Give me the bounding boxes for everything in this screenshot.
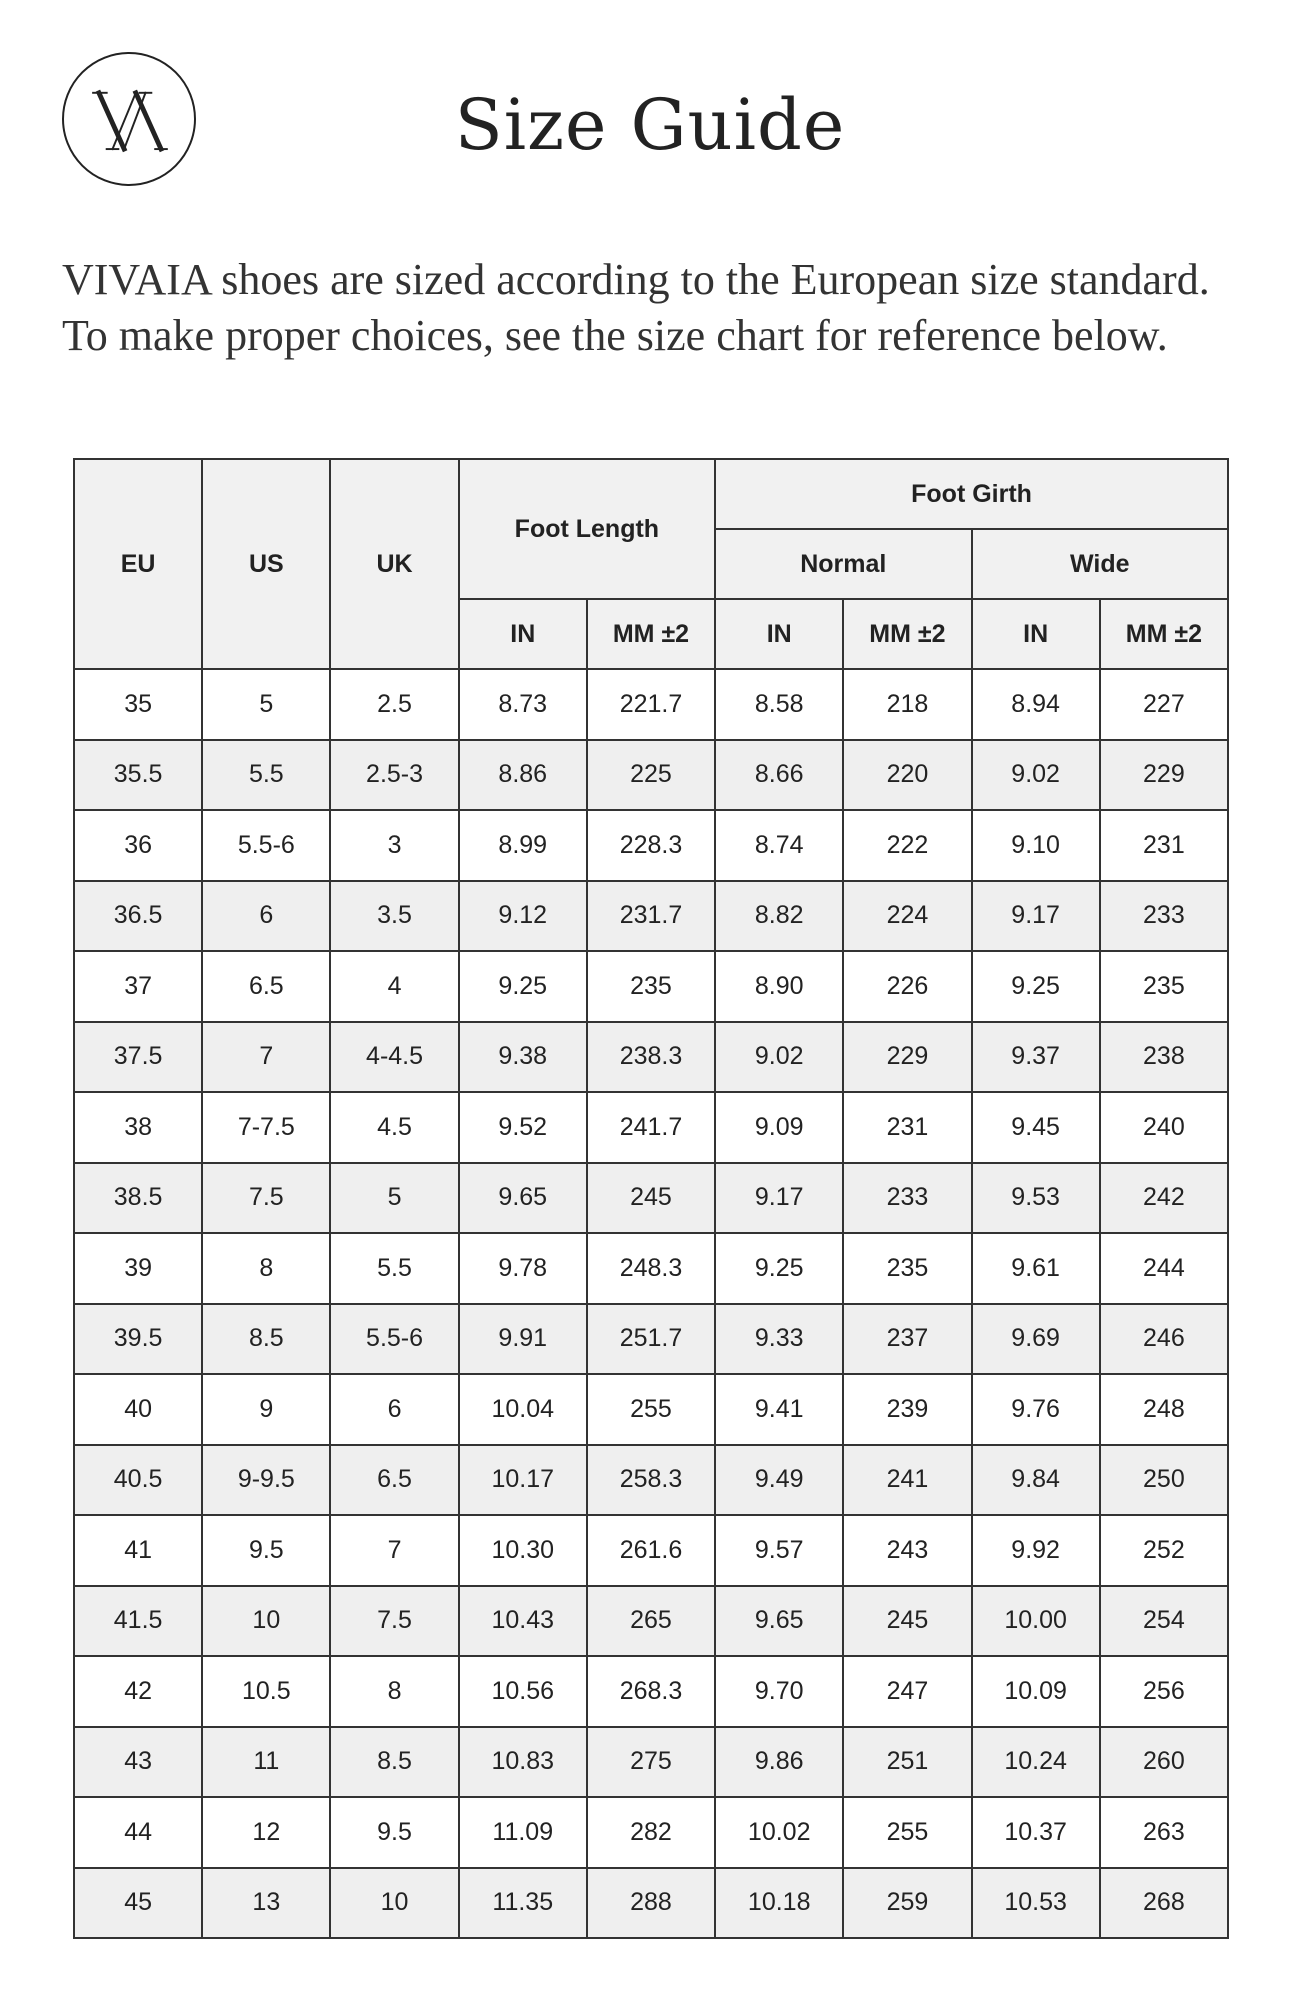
- cell-length-mm: 225: [587, 740, 715, 811]
- cell-us: 5.5: [202, 740, 330, 811]
- table-header: [74, 459, 1228, 669]
- cell-uk: 10: [330, 1868, 458, 1939]
- cell-wide-mm: 231: [1100, 810, 1228, 881]
- cell-us: 9: [202, 1374, 330, 1445]
- cell-us: 13: [202, 1868, 330, 1939]
- cell-length-in: 8.86: [459, 740, 587, 811]
- intro-text: [62, 252, 1262, 364]
- cell-normal-in: 9.70: [715, 1656, 843, 1727]
- size-chart-table: [73, 458, 1229, 1939]
- cell-normal-mm: 231: [843, 1092, 971, 1163]
- cell-normal-in: 9.17: [715, 1163, 843, 1234]
- cell-length-in: 9.38: [459, 1022, 587, 1093]
- header-length-mm: MM ±2: [587, 599, 715, 669]
- cell-length-mm: 251.7: [587, 1304, 715, 1375]
- cell-normal-in: 8.74: [715, 810, 843, 881]
- cell-wide-mm: 244: [1100, 1233, 1228, 1304]
- table-row: [74, 881, 1228, 952]
- cell-us: 5: [202, 669, 330, 740]
- cell-wide-mm: 250: [1100, 1445, 1228, 1516]
- cell-uk: 2.5: [330, 669, 458, 740]
- cell-normal-in: 8.82: [715, 881, 843, 952]
- cell-uk: 3.5: [330, 881, 458, 952]
- cell-length-mm: 228.3: [587, 810, 715, 881]
- table-row: [74, 1797, 1228, 1868]
- cell-length-mm: 221.7: [587, 669, 715, 740]
- cell-uk: 6: [330, 1374, 458, 1445]
- cell-uk: 3: [330, 810, 458, 881]
- table-row: [74, 1092, 1228, 1163]
- cell-us: 9.5: [202, 1515, 330, 1586]
- cell-uk: 4.5: [330, 1092, 458, 1163]
- cell-uk: 5.5-6: [330, 1304, 458, 1375]
- cell-wide-in: 10.24: [972, 1727, 1100, 1798]
- table-row: [74, 810, 1228, 881]
- cell-length-in: 9.65: [459, 1163, 587, 1234]
- cell-length-in: 10.43: [459, 1586, 587, 1657]
- cell-uk: 5.5: [330, 1233, 458, 1304]
- cell-uk: 4-4.5: [330, 1022, 458, 1093]
- cell-normal-mm: 226: [843, 951, 971, 1022]
- cell-eu: 44: [74, 1797, 202, 1868]
- cell-eu: 38.5: [74, 1163, 202, 1234]
- cell-uk: 7: [330, 1515, 458, 1586]
- cell-uk: 7.5: [330, 1586, 458, 1657]
- cell-length-mm: 248.3: [587, 1233, 715, 1304]
- cell-eu: 35.5: [74, 740, 202, 811]
- cell-eu: 39.5: [74, 1304, 202, 1375]
- cell-normal-in: 9.41: [715, 1374, 843, 1445]
- cell-length-in: 9.52: [459, 1092, 587, 1163]
- cell-wide-in: 9.61: [972, 1233, 1100, 1304]
- cell-normal-mm: 245: [843, 1586, 971, 1657]
- cell-wide-in: 10.09: [972, 1656, 1100, 1727]
- cell-length-in: 8.73: [459, 669, 587, 740]
- cell-wide-in: 9.37: [972, 1022, 1100, 1093]
- cell-wide-in: 9.84: [972, 1445, 1100, 1516]
- cell-wide-in: 9.17: [972, 881, 1100, 952]
- header-foot-length: Foot Length: [459, 459, 715, 599]
- table-row: [74, 1374, 1228, 1445]
- cell-wide-mm: 248: [1100, 1374, 1228, 1445]
- table-row: [74, 1656, 1228, 1727]
- cell-eu: 41.5: [74, 1586, 202, 1657]
- cell-uk: 9.5: [330, 1797, 458, 1868]
- cell-eu: 36.5: [74, 881, 202, 952]
- cell-normal-in: 9.86: [715, 1727, 843, 1798]
- vivaia-logo-icon: [62, 52, 196, 186]
- cell-length-mm: 268.3: [587, 1656, 715, 1727]
- cell-normal-mm: 220: [843, 740, 971, 811]
- table-row: [74, 1727, 1228, 1798]
- cell-normal-in: 9.09: [715, 1092, 843, 1163]
- cell-wide-in: 9.76: [972, 1374, 1100, 1445]
- page-title: Size Guide: [454, 84, 846, 166]
- cell-us: 7.5: [202, 1163, 330, 1234]
- intro-line-1: VIVAIA shoes are sized according to the European size standard.: [62, 255, 1210, 304]
- cell-uk: 4: [330, 951, 458, 1022]
- cell-length-mm: 275: [587, 1727, 715, 1798]
- cell-wide-in: 10.00: [972, 1586, 1100, 1657]
- cell-eu: 43: [74, 1727, 202, 1798]
- cell-length-mm: 231.7: [587, 881, 715, 952]
- cell-normal-in: 9.65: [715, 1586, 843, 1657]
- cell-wide-mm: 254: [1100, 1586, 1228, 1657]
- cell-us: 12: [202, 1797, 330, 1868]
- header-uk: UK: [330, 459, 458, 669]
- cell-uk: 5: [330, 1163, 458, 1234]
- cell-eu: 40.5: [74, 1445, 202, 1516]
- cell-uk: 8.5: [330, 1727, 458, 1798]
- cell-normal-mm: 222: [843, 810, 971, 881]
- cell-wide-mm: 260: [1100, 1727, 1228, 1798]
- cell-uk: 6.5: [330, 1445, 458, 1516]
- cell-normal-mm: 229: [843, 1022, 971, 1093]
- cell-length-in: 9.25: [459, 951, 587, 1022]
- cell-wide-mm: 263: [1100, 1797, 1228, 1868]
- cell-us: 7-7.5: [202, 1092, 330, 1163]
- cell-length-mm: 235: [587, 951, 715, 1022]
- cell-normal-in: 8.58: [715, 669, 843, 740]
- cell-wide-in: 9.10: [972, 810, 1100, 881]
- table-row: [74, 1868, 1228, 1939]
- table-row: [74, 669, 1228, 740]
- header-us: US: [202, 459, 330, 669]
- cell-wide-mm: 235: [1100, 951, 1228, 1022]
- cell-length-mm: 255: [587, 1374, 715, 1445]
- table-body: [74, 669, 1228, 1938]
- cell-us: 7: [202, 1022, 330, 1093]
- table-row: [74, 740, 1228, 811]
- cell-normal-in: 9.25: [715, 1233, 843, 1304]
- cell-wide-mm: 268: [1100, 1868, 1228, 1939]
- cell-wide-mm: 242: [1100, 1163, 1228, 1234]
- cell-length-in: 11.35: [459, 1868, 587, 1939]
- cell-wide-mm: 229: [1100, 740, 1228, 811]
- cell-normal-mm: 259: [843, 1868, 971, 1939]
- cell-length-mm: 245: [587, 1163, 715, 1234]
- table-row: [74, 1233, 1228, 1304]
- cell-length-in: 10.83: [459, 1727, 587, 1798]
- cell-us: 8: [202, 1233, 330, 1304]
- cell-normal-mm: 255: [843, 1797, 971, 1868]
- cell-wide-mm: 227: [1100, 669, 1228, 740]
- header-wide-in: IN: [972, 599, 1100, 669]
- table-row: [74, 1163, 1228, 1234]
- table-row: [74, 1022, 1228, 1093]
- cell-normal-in: 8.66: [715, 740, 843, 811]
- cell-normal-mm: 243: [843, 1515, 971, 1586]
- cell-normal-in: 8.90: [715, 951, 843, 1022]
- cell-normal-mm: 224: [843, 881, 971, 952]
- cell-length-in: 11.09: [459, 1797, 587, 1868]
- cell-eu: 38: [74, 1092, 202, 1163]
- cell-length-mm: 258.3: [587, 1445, 715, 1516]
- cell-us: 10: [202, 1586, 330, 1657]
- cell-length-mm: 282: [587, 1797, 715, 1868]
- cell-eu: 45: [74, 1868, 202, 1939]
- cell-length-mm: 261.6: [587, 1515, 715, 1586]
- cell-eu: 41: [74, 1515, 202, 1586]
- table-row: [74, 1515, 1228, 1586]
- cell-us: 6: [202, 881, 330, 952]
- cell-wide-in: 8.94: [972, 669, 1100, 740]
- table-row: [74, 1304, 1228, 1375]
- cell-length-in: 10.56: [459, 1656, 587, 1727]
- header-foot-girth: Foot Girth: [715, 459, 1228, 529]
- cell-us: 11: [202, 1727, 330, 1798]
- cell-normal-in: 10.18: [715, 1868, 843, 1939]
- cell-wide-mm: 233: [1100, 881, 1228, 952]
- cell-length-mm: 238.3: [587, 1022, 715, 1093]
- header-wide-mm: MM ±2: [1100, 599, 1228, 669]
- cell-length-in: 10.30: [459, 1515, 587, 1586]
- cell-normal-mm: 239: [843, 1374, 971, 1445]
- cell-length-mm: 288: [587, 1868, 715, 1939]
- cell-eu: 40: [74, 1374, 202, 1445]
- cell-wide-mm: 252: [1100, 1515, 1228, 1586]
- cell-eu: 39: [74, 1233, 202, 1304]
- cell-wide-in: 9.92: [972, 1515, 1100, 1586]
- cell-length-mm: 241.7: [587, 1092, 715, 1163]
- table-row: [74, 1445, 1228, 1516]
- cell-length-in: 9.91: [459, 1304, 587, 1375]
- cell-wide-in: 9.45: [972, 1092, 1100, 1163]
- cell-normal-mm: 247: [843, 1656, 971, 1727]
- header-eu: EU: [74, 459, 202, 669]
- cell-wide-mm: 238: [1100, 1022, 1228, 1093]
- cell-wide-in: 9.53: [972, 1163, 1100, 1234]
- cell-length-mm: 265: [587, 1586, 715, 1657]
- cell-wide-mm: 246: [1100, 1304, 1228, 1375]
- cell-wide-mm: 240: [1100, 1092, 1228, 1163]
- cell-eu: 37: [74, 951, 202, 1022]
- cell-wide-in: 9.02: [972, 740, 1100, 811]
- header-normal-mm: MM ±2: [843, 599, 971, 669]
- cell-us: 10.5: [202, 1656, 330, 1727]
- cell-eu: 37.5: [74, 1022, 202, 1093]
- cell-normal-mm: 237: [843, 1304, 971, 1375]
- cell-normal-in: 10.02: [715, 1797, 843, 1868]
- cell-us: 8.5: [202, 1304, 330, 1375]
- cell-wide-in: 10.37: [972, 1797, 1100, 1868]
- cell-eu: 35: [74, 669, 202, 740]
- cell-normal-in: 9.57: [715, 1515, 843, 1586]
- cell-wide-in: 9.69: [972, 1304, 1100, 1375]
- cell-normal-in: 9.49: [715, 1445, 843, 1516]
- cell-length-in: 9.78: [459, 1233, 587, 1304]
- cell-normal-mm: 251: [843, 1727, 971, 1798]
- cell-wide-in: 10.53: [972, 1868, 1100, 1939]
- cell-normal-mm: 235: [843, 1233, 971, 1304]
- cell-normal-mm: 233: [843, 1163, 971, 1234]
- cell-eu: 36: [74, 810, 202, 881]
- table-row: [74, 951, 1228, 1022]
- cell-normal-mm: 218: [843, 669, 971, 740]
- cell-normal-in: 9.02: [715, 1022, 843, 1093]
- cell-normal-in: 9.33: [715, 1304, 843, 1375]
- cell-us: 5.5-6: [202, 810, 330, 881]
- header-length-in: IN: [459, 599, 587, 669]
- cell-wide-in: 9.25: [972, 951, 1100, 1022]
- cell-length-in: 10.04: [459, 1374, 587, 1445]
- cell-length-in: 8.99: [459, 810, 587, 881]
- intro-line-2: To make proper choices, see the size chart for reference below.: [62, 311, 1168, 360]
- cell-uk: 8: [330, 1656, 458, 1727]
- header-normal: Normal: [715, 529, 971, 599]
- cell-normal-mm: 241: [843, 1445, 971, 1516]
- cell-eu: 42: [74, 1656, 202, 1727]
- cell-length-in: 10.17: [459, 1445, 587, 1516]
- cell-wide-mm: 256: [1100, 1656, 1228, 1727]
- header-wide: Wide: [972, 529, 1228, 599]
- cell-us: 9-9.5: [202, 1445, 330, 1516]
- cell-uk: 2.5-3: [330, 740, 458, 811]
- cell-length-in: 9.12: [459, 881, 587, 952]
- cell-us: 6.5: [202, 951, 330, 1022]
- table-row: [74, 1586, 1228, 1657]
- header-normal-in: IN: [715, 599, 843, 669]
